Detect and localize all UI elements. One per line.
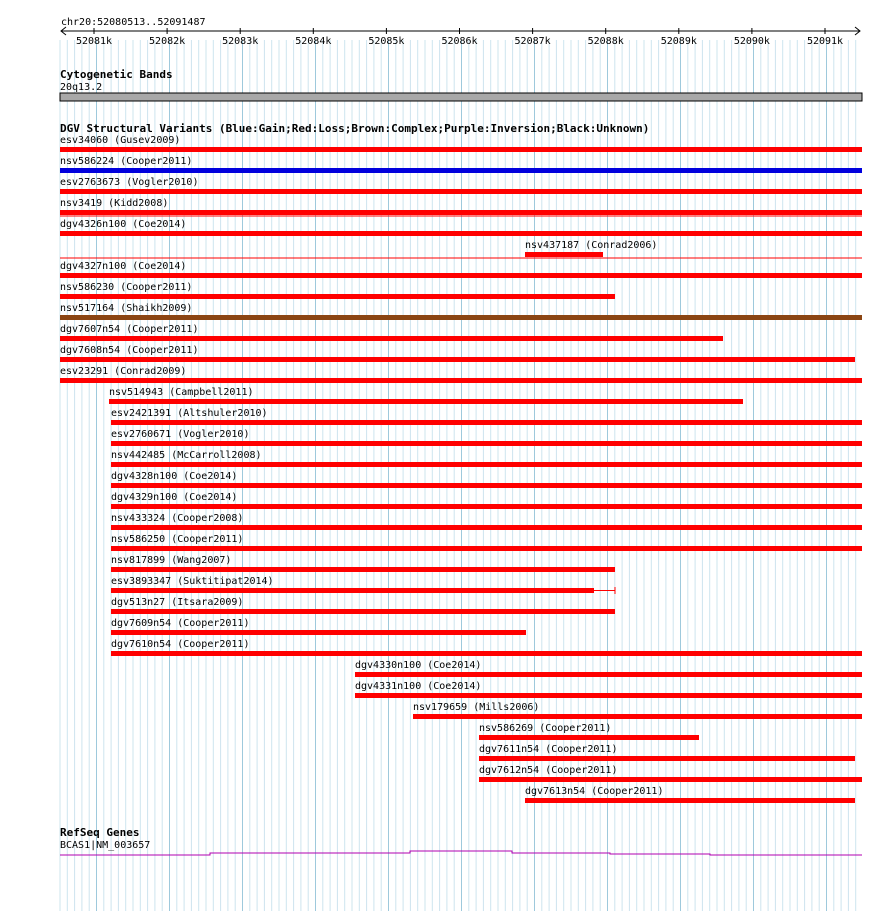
dgv-variant-bar[interactable] bbox=[111, 525, 862, 530]
ruler-tick-label: 52086k bbox=[441, 36, 478, 47]
dgv-variant-bar[interactable] bbox=[111, 630, 526, 635]
dgv-variant-bar[interactable] bbox=[479, 756, 855, 761]
dgv-variant-label: dgv513n27 (Itsara2009) bbox=[111, 597, 244, 608]
dgv-variant-row bbox=[479, 744, 855, 761]
dgv-variant-bar[interactable] bbox=[60, 189, 862, 194]
ruler-tick-label: 52089k bbox=[660, 36, 697, 47]
dgv-variant-label: esv2421391 (Altshuler2010) bbox=[111, 408, 268, 419]
dgv-variant-bar[interactable] bbox=[111, 651, 862, 656]
dgv-variant-bar[interactable] bbox=[111, 588, 594, 593]
dgv-variant-label: nsv586269 (Cooper2011) bbox=[479, 723, 612, 734]
dgv-variant-label: nsv433324 (Cooper2008) bbox=[111, 513, 244, 524]
dgv-variant-bar[interactable] bbox=[111, 483, 862, 488]
dgv-variant-row bbox=[111, 639, 862, 656]
dgv-variant-label: esv2760671 (Vogler2010) bbox=[111, 429, 250, 440]
refseq-gene-label: BCAS1|NM_003657 bbox=[60, 840, 151, 851]
dgv-variant-bar[interactable] bbox=[111, 567, 615, 572]
dgv-variant-row bbox=[60, 324, 723, 341]
dgv-variant-row bbox=[111, 408, 862, 425]
dgv-variant-label: nsv586250 (Cooper2011) bbox=[111, 534, 244, 545]
dgv-variant-row bbox=[111, 534, 862, 551]
dgv-variant-bar[interactable] bbox=[109, 399, 743, 404]
dgv-variant-label: nsv437187 (Conrad2006) bbox=[525, 240, 658, 251]
dgv-variant-bar[interactable] bbox=[111, 462, 862, 467]
dgv-variant-row bbox=[111, 576, 615, 594]
dgv-variant-row bbox=[111, 513, 862, 530]
dgv-variant-label: dgv7612n54 (Cooper2011) bbox=[479, 765, 618, 776]
dgv-variant-bar[interactable] bbox=[60, 210, 862, 215]
dgv-variant-label: nsv517164 (Shaikh2009) bbox=[60, 303, 193, 314]
dgv-variant-label: nsv514943 (Campbell2011) bbox=[109, 387, 254, 398]
dgv-variant-label: nsv442485 (McCarroll2008) bbox=[111, 450, 262, 461]
ruler bbox=[61, 17, 860, 47]
ruler-tick-label: 52090k bbox=[733, 36, 770, 47]
dgv-variant-row bbox=[111, 597, 615, 614]
dgv-variant-row bbox=[111, 555, 615, 572]
dgv-variant-label: esv3893347 (Suktitipat2014) bbox=[111, 576, 274, 587]
dgv-variant-label: dgv4326n100 (Coe2014) bbox=[60, 219, 187, 230]
dgv-variant-row bbox=[60, 345, 855, 362]
dgv-variant-row bbox=[109, 387, 743, 404]
ruler-tick-label: 52082k bbox=[149, 36, 186, 47]
refseq-track-title: RefSeq Genes bbox=[60, 826, 140, 839]
ruler-tick-label: 52087k bbox=[514, 36, 551, 47]
dgv-variant-label: dgv4331n100 (Coe2014) bbox=[355, 681, 482, 692]
dgv-variant-label: dgv4330n100 (Coe2014) bbox=[355, 660, 482, 671]
dgv-variant-bar[interactable] bbox=[111, 504, 862, 509]
dgv-variant-row bbox=[111, 429, 862, 446]
dgv-variant-label: nsv817899 (Wang2007) bbox=[111, 555, 232, 566]
dgv-variant-label: dgv4328n100 (Coe2014) bbox=[111, 471, 238, 482]
dgv-variant-bar[interactable] bbox=[479, 777, 862, 782]
ruler-tick-label: 52084k bbox=[295, 36, 332, 47]
ruler-tick-label: 52088k bbox=[587, 36, 624, 47]
dgv-variant-label: dgv7607n54 (Cooper2011) bbox=[60, 324, 199, 335]
dgv-variant-row bbox=[355, 660, 862, 677]
dgv-variant-label: esv34060 (Gusev2009) bbox=[60, 135, 181, 146]
dgv-variant-label: nsv586230 (Cooper2011) bbox=[60, 282, 193, 293]
dgv-variant-bar[interactable] bbox=[60, 294, 615, 299]
dgv-variant-bar[interactable] bbox=[525, 252, 603, 257]
dgv-variant-label: dgv7609n54 (Cooper2011) bbox=[111, 618, 250, 629]
dgv-variant-bar[interactable] bbox=[413, 714, 862, 719]
dgv-variant-row bbox=[413, 702, 862, 719]
dgv-variant-label: nsv586224 (Cooper2011) bbox=[60, 156, 193, 167]
cytoband-track-title: Cytogenetic Bands bbox=[60, 68, 173, 81]
dgv-variant-label: dgv7613n54 (Cooper2011) bbox=[525, 786, 664, 797]
dgv-variant-bar[interactable] bbox=[111, 609, 615, 614]
dgv-variant-bar[interactable] bbox=[60, 147, 862, 152]
dgv-variant-bar[interactable] bbox=[60, 336, 723, 341]
cytoband-name: 20q13.2 bbox=[60, 82, 103, 93]
dgv-variant-bar[interactable] bbox=[479, 735, 699, 740]
dgv-variant-label: dgv4329n100 (Coe2014) bbox=[111, 492, 238, 503]
ruler-tick-label: 52081k bbox=[75, 36, 113, 47]
dgv-variant-bar[interactable] bbox=[60, 357, 855, 362]
dgv-variant-label: dgv7608n54 (Cooper2011) bbox=[60, 345, 199, 356]
dgv-variant-bar[interactable] bbox=[355, 672, 862, 677]
dgv-variant-row bbox=[111, 471, 862, 488]
dgv-variant-label: esv2763673 (Vogler2010) bbox=[60, 177, 199, 188]
dgv-variant-label: dgv7610n54 (Cooper2011) bbox=[111, 639, 250, 650]
dgv-variant-bar[interactable] bbox=[525, 798, 855, 803]
dgv-variant-bar[interactable] bbox=[111, 546, 862, 551]
cytoband-bar[interactable] bbox=[60, 93, 862, 101]
dgv-variant-bar[interactable] bbox=[111, 420, 862, 425]
dgv-variant-row bbox=[111, 492, 862, 509]
ruler-tick-label: 52083k bbox=[222, 36, 259, 47]
dgv-variant-bar[interactable] bbox=[60, 378, 862, 383]
dgv-variant-row bbox=[111, 618, 526, 635]
dgv-variant-row bbox=[525, 786, 855, 803]
dgv-variant-bar[interactable] bbox=[60, 168, 862, 173]
dgv-variant-label: nsv3419 (Kidd2008) bbox=[60, 198, 169, 209]
ruler-tick-label: 52085k bbox=[368, 36, 405, 47]
dgv-variant-bar[interactable] bbox=[355, 693, 862, 698]
dgv-variant-label: dgv7611n54 (Cooper2011) bbox=[479, 744, 618, 755]
dgv-variant-label: nsv179659 (Mills2006) bbox=[413, 702, 540, 713]
dgv-variant-bar[interactable] bbox=[60, 273, 862, 278]
dgv-variant-label: esv23291 (Conrad2009) bbox=[60, 366, 187, 377]
ruler-tick-label: 52091k bbox=[806, 36, 844, 47]
dgv-variant-bar[interactable] bbox=[60, 315, 862, 320]
dgv-variant-bar[interactable] bbox=[60, 231, 862, 236]
dgv-variant-label: dgv4327n100 (Coe2014) bbox=[60, 261, 187, 272]
dgv-variant-row bbox=[111, 450, 862, 467]
dgv-track-title: DGV Structural Variants (Blue:Gain;Red:Loss;Brown:Complex;Purple:Inversion;Black:Unknown) bbox=[60, 122, 650, 135]
dgv-variant-row bbox=[355, 681, 862, 698]
location-label: chr20:52080513..52091487 bbox=[61, 17, 206, 28]
dgv-variant-bar[interactable] bbox=[111, 441, 862, 446]
